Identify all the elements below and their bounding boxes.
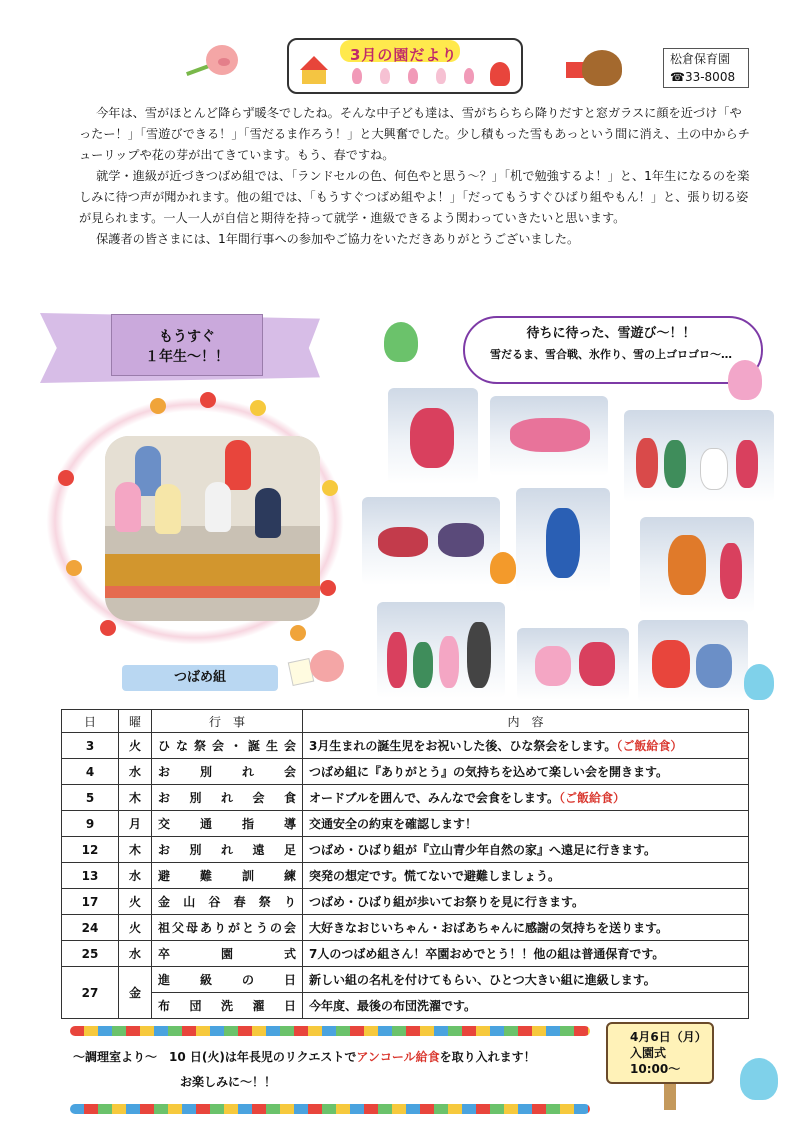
flower-icon: [58, 470, 74, 486]
banner-line: もうすぐ: [159, 329, 215, 345]
meal-note: （ご飯給食）: [616, 739, 683, 753]
row-content: 新しい組の名札を付けてもらい、ひとつ大きい組に進級します。: [303, 967, 749, 993]
row-content: つばめ・ひばり組が歩いてお祭りを見に行きます。: [303, 889, 749, 915]
snow-photo: [377, 602, 505, 698]
row-content: 7人のつばめ組さん！卒園おめでとう！！他の組は普通保育です。: [303, 941, 749, 967]
intro-text: [79, 103, 751, 250]
child-figure: [205, 482, 231, 532]
row-content: [303, 785, 749, 811]
row-weekday: 火: [119, 889, 152, 915]
row-weekday: 水: [119, 759, 152, 785]
header-weekday: 曜: [119, 710, 152, 733]
child-figure: [736, 440, 758, 488]
row-day: 12: [62, 837, 119, 863]
row-day: 13: [62, 863, 119, 889]
meal-note: （ご飯給食）: [558, 791, 625, 805]
row-weekday: 水: [119, 941, 152, 967]
snow-photo: [638, 620, 748, 702]
child-figure: [510, 418, 590, 452]
flower-icon: [150, 398, 166, 414]
banner-line: １年生～！！: [145, 349, 229, 365]
nursery-phone: ☎33-8008: [670, 70, 736, 84]
table-row: [62, 837, 749, 863]
row-event: 進級の日: [152, 967, 303, 993]
table-row: [62, 941, 749, 967]
adult-figure: [467, 622, 491, 688]
row-event: 卒園式: [152, 941, 303, 967]
tree-icon: [464, 68, 474, 84]
table-row: [62, 889, 749, 915]
row-event: 避難訓練: [152, 863, 303, 889]
group-photo: [105, 436, 320, 621]
snow-photo: [624, 410, 774, 502]
school-building-icon: [302, 70, 326, 84]
tree-icon: [380, 68, 390, 84]
snow-photo: [640, 517, 754, 613]
flower-icon: [290, 625, 306, 641]
table-row: [62, 811, 749, 837]
sign-date: 4月6日（月）: [630, 1030, 707, 1044]
intro-paragraph: 就学・進級が近づきつばめ組では、「ランドセルの色、何色やと思う～？」「机で勉強するよ！」と、1年生になるのを楽しみに待つ声が聞かれます。他の組では、「もうすぐつばめ組やよ！」「だってもうすぐひばり組やもん！」と、張り切る姿が見られます。一人一人が自信と期待を持って就学・進級できるよう関わっていきたいと思います。: [79, 169, 750, 225]
child-figure: [546, 508, 580, 578]
table-header-row: [62, 710, 749, 733]
row-content: 交通安全の約束を確認します！: [303, 811, 749, 837]
header-event: 行 事: [152, 710, 303, 733]
row-content: 大好きなおじいちゃん・おばあちゃんに感謝の気持ちを送ります。: [303, 915, 749, 941]
event-schedule-table: [61, 709, 749, 1019]
sign-event: 入園式: [630, 1046, 667, 1060]
row-weekday: 木: [119, 837, 152, 863]
child-character-icon: [490, 62, 510, 86]
row-event: お別れ会食: [152, 785, 303, 811]
child-figure: [378, 527, 428, 557]
row-day: 17: [62, 889, 119, 915]
row-event: 布団洗濯日: [152, 993, 303, 1019]
child-figure: [720, 543, 742, 599]
child-figure: [664, 440, 686, 488]
flower-icon: [320, 580, 336, 596]
tree-icon: [436, 68, 446, 84]
kitchen-highlight: アンコール給食: [356, 1050, 440, 1064]
child-figure: [636, 438, 658, 488]
pig-snout-icon: [218, 58, 230, 66]
mole-character-icon: [582, 50, 622, 86]
pink-hat-character-icon: [728, 360, 762, 400]
table-row: [62, 759, 749, 785]
snowman-figure: [700, 448, 728, 490]
child-figure: [439, 636, 459, 688]
child-figure: [438, 523, 484, 557]
table-row: [62, 915, 749, 941]
school-roof-icon: [300, 56, 328, 70]
child-figure: [535, 646, 571, 686]
flower-icon: [250, 400, 266, 416]
snow-photo: [517, 628, 629, 700]
row-weekday: 火: [119, 733, 152, 759]
row-day: 24: [62, 915, 119, 941]
blue-hat-character-icon: [744, 664, 774, 700]
child-figure: [255, 488, 281, 538]
row-content: つばめ組に『ありがとう』の気持ちを込めて楽しい会を開きます。: [303, 759, 749, 785]
header-day: 日: [62, 710, 119, 733]
bubble-subtitle: 雪だるま、雪合戦、氷作り、雪の上ゴロゴロ～…: [490, 348, 732, 361]
intro-paragraph: 保護者の皆さまには、1年間行事への参加やご協力をいただきありがとうございました。: [96, 232, 580, 246]
kitchen-message: [73, 1048, 536, 1065]
blue-hat-character-icon: [740, 1058, 778, 1100]
row-weekday: 月: [119, 811, 152, 837]
class-label: つばめ組: [122, 665, 278, 691]
row-event: 金山谷春祭り: [152, 889, 303, 915]
content-text: 3月生まれの誕生児をお祝いした後、ひな祭会をします。: [309, 739, 617, 753]
child-figure: [413, 642, 433, 688]
row-weekday: 木: [119, 785, 152, 811]
green-hat-character-icon: [384, 322, 418, 362]
table-row: [62, 863, 749, 889]
child-figure: [579, 642, 615, 686]
paper-chain-decoration: [70, 1104, 590, 1114]
banner-label: [111, 314, 263, 376]
header-content: 内 容: [303, 710, 749, 733]
row-weekday: 火: [119, 915, 152, 941]
row-event: 祖父母ありがとうの会: [152, 915, 303, 941]
row-event: 交通指導: [152, 811, 303, 837]
flower-icon: [200, 392, 216, 408]
kitchen-suffix: を取り入れます！: [439, 1050, 536, 1064]
table-row: [62, 785, 749, 811]
child-figure: [410, 408, 454, 468]
bubble-title: 待ちに待った、雪遊び～！！: [526, 326, 696, 341]
page-title: 3月の園だより: [350, 46, 458, 64]
paper-chain-decoration: [70, 1026, 590, 1036]
row-event: ひな祭会・誕生会: [152, 733, 303, 759]
table-row: [62, 733, 749, 759]
intro-paragraph: 今年は、雪がほとんど降らず暖冬でしたね。そんな中子ども達は、雪がちらちら降りだすと窓ガラスに顔を近づけ「やったー！」「雪遊びできる！」「雪だるま作ろう！」と大興奮でした。少し積もった雪もあっという間に消え、土の中からチューリップや花の芽が出てきています。もう、春ですね。: [79, 106, 750, 162]
signpost-pole: [664, 1084, 676, 1110]
table-row: [62, 967, 749, 993]
row-event: お別れ会: [152, 759, 303, 785]
snow-photo: [490, 396, 608, 476]
child-figure: [652, 640, 690, 688]
snow-photo: [516, 488, 610, 592]
row-day: 27: [62, 967, 119, 1019]
row-content: [303, 733, 749, 759]
kitchen-message-line2: お楽しみに～！！: [180, 1075, 277, 1089]
child-figure: [115, 482, 141, 532]
row-weekday: 水: [119, 863, 152, 889]
pig-character-icon: [310, 650, 344, 682]
row-day: 4: [62, 759, 119, 785]
table-row: [62, 993, 749, 1019]
child-figure: [696, 644, 732, 688]
row-event: お別れ遠足: [152, 837, 303, 863]
entrance-ceremony-sign: [606, 1022, 714, 1084]
child-figure: [668, 535, 706, 595]
row-day: 3: [62, 733, 119, 759]
child-figure: [155, 484, 181, 534]
tree-icon: [352, 68, 362, 84]
kitchen-prefix: ～調理室より～ 10 日(火)は年長児のリクエストで: [73, 1050, 357, 1064]
flower-icon: [100, 620, 116, 636]
flower-icon: [66, 560, 82, 576]
row-day: 5: [62, 785, 119, 811]
photo-mat: [105, 586, 320, 598]
row-content: 突発の想定です。慌てないで避難しましょう。: [303, 863, 749, 889]
row-weekday: 金: [119, 967, 152, 1019]
row-day: 25: [62, 941, 119, 967]
row-day: 9: [62, 811, 119, 837]
tree-icon: [408, 68, 418, 84]
nursery-name: 松倉保育園: [670, 52, 731, 66]
snow-photo: [362, 497, 500, 585]
flower-icon: [322, 480, 338, 496]
child-figure: [387, 632, 407, 688]
child-figure: [225, 440, 251, 490]
snow-photo: [388, 388, 478, 484]
row-content: 今年度、最後の布団洗濯です。: [303, 993, 749, 1019]
content-text: オードブルを囲んで、みんなで会食をします。: [309, 791, 559, 805]
nursery-info-box: [663, 48, 749, 88]
sign-time: 10:00～: [630, 1062, 681, 1076]
orange-hat-character-icon: [490, 552, 516, 584]
row-content: つばめ・ひばり組が『立山青少年自然の家』へ遠足に行きます。: [303, 837, 749, 863]
